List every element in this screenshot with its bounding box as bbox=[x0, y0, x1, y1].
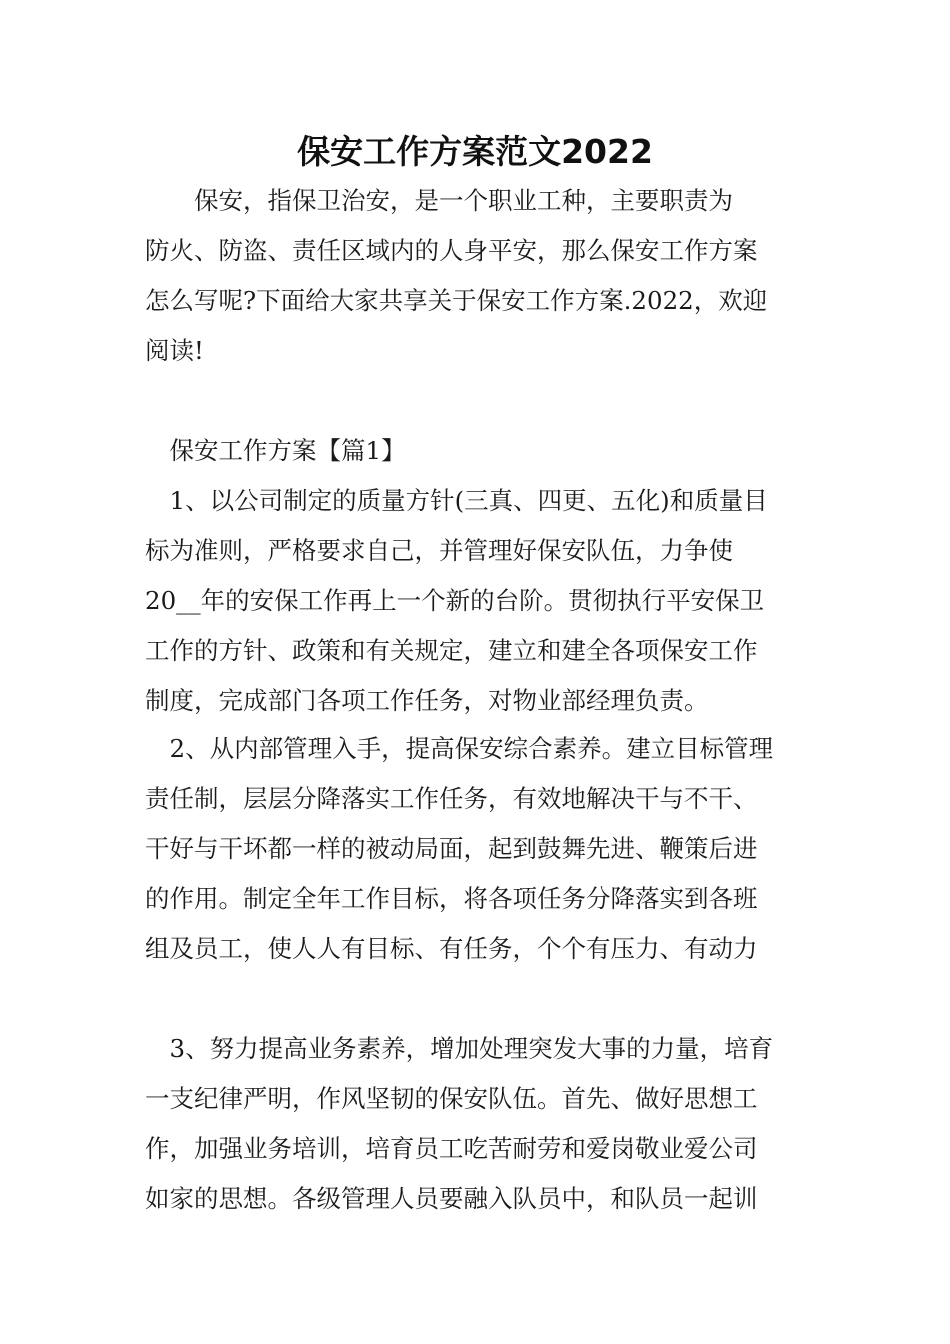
paragraph-line: 工作的方针、政策和有关规定，建立和建全各项保安工作 bbox=[145, 636, 758, 665]
paragraph-1 bbox=[145, 476, 807, 726]
paragraph-line: 1、以公司制定的质量方针(三真、四更、五化)和质量目 bbox=[145, 486, 768, 515]
intro-line: 防火、防盗、责任区域内的人身平安，那么保安工作方案 bbox=[145, 236, 758, 265]
section-heading-text: 保安工作方案【篇1】 bbox=[145, 436, 406, 465]
paragraph-line: 一支纪律严明，作风坚韧的保安队伍。首先、做好思想工 bbox=[145, 1084, 758, 1113]
paragraph-line: 如家的思想。各级管理人员要融入队员中，和队员一起训 bbox=[145, 1184, 758, 1213]
paragraph-line: 制度，完成部门各项工作任务，对物业部经理负责。 bbox=[145, 686, 709, 715]
paragraph-line: 20__年的安保工作再上一个新的台阶。贯彻执行平安保卫 bbox=[145, 586, 765, 615]
section-heading bbox=[145, 426, 807, 476]
paragraph-line: 的作用。制定全年工作目标，将各项任务分降落实到各班 bbox=[145, 884, 758, 913]
intro-line: 阅读! bbox=[145, 336, 204, 365]
paragraph-line: 3、努力提高业务素养，增加处理突发大事的力量，培育 bbox=[145, 1034, 774, 1063]
paragraph-line: 责任制，层层分降落实工作任务，有效地解决干与不干、 bbox=[145, 784, 758, 813]
document-title: 保安工作方案范文2022 bbox=[297, 132, 653, 171]
intro-paragraph bbox=[145, 176, 807, 376]
paragraph-line: 标为准则，严格要求自己，并管理好保安队伍，力争使 bbox=[145, 536, 733, 565]
paragraph-3 bbox=[145, 1024, 807, 1224]
paragraph-line: 作，加强业务培训，培育员工吃苦耐劳和爱岗敬业爱公司 bbox=[145, 1134, 758, 1163]
paragraph-2 bbox=[145, 724, 807, 974]
intro-line: 怎么写呢?下面给大家共享关于保安工作方案.2022，欢迎 bbox=[145, 286, 768, 315]
paragraph-line: 干好与干坏都一样的被动局面，起到鼓舞先进、鞭策后进 bbox=[145, 834, 758, 863]
intro-line: 保安，指保卫治安，是一个职业工种，主要职责为 bbox=[145, 186, 733, 215]
paragraph-line: 组及员工，使人人有目标、有任务，个个有压力、有动力 bbox=[145, 934, 758, 963]
paragraph-line: 2、从内部管理入手，提高保安综合素养。建立目标管理 bbox=[145, 734, 774, 763]
